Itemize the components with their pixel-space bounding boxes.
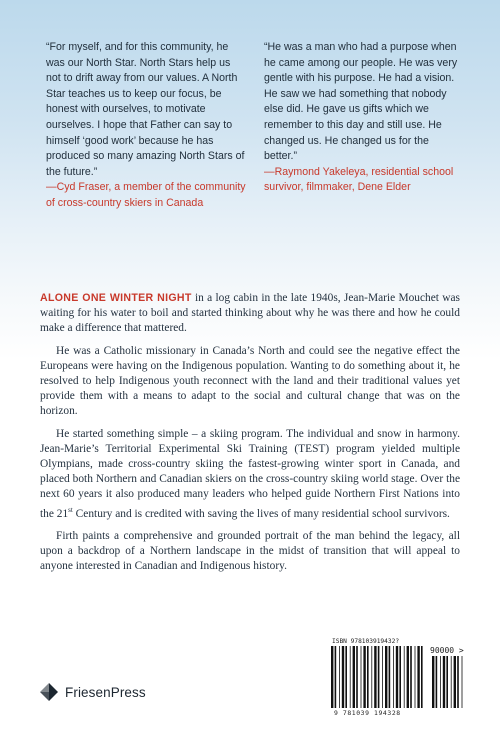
barcode-bar [407,646,409,708]
barcode-bar [417,646,419,708]
barcode-bar [378,646,380,708]
barcode-bar [399,646,401,708]
isbn-barcode [328,636,468,720]
barcode-bar [432,656,434,708]
barcode-bar [410,646,412,708]
barcode-bar [457,656,459,708]
barcode-bar [389,646,391,708]
barcode-bar [415,646,416,708]
barcode-bars [331,646,427,708]
description-paragraph-1 [40,291,460,337]
barcode-bar [440,656,441,708]
publisher-name: FriesenPress [65,684,146,700]
description-paragraph-2: He was a Catholic missionary in Canada’s North and could see the negative effect the Europeans were having on the Indigenous population. Wanting to do something about it, he resolved to help Indigenous youth reconnect with the land and their traditional values yet provide them with a means to adapt to the social and cultural change that was on the horizon. [40,344,460,418]
quote-attribution: —Raymond Yakeleya, residential school survivor, filmmaker, Dene Elder [264,165,454,194]
barcode-bar [345,646,347,708]
barcode-bar [421,646,423,708]
barcode-bar [335,646,337,708]
quote-text: “For myself, and for this community, he was our North Star. North Stars help us not to drift away from our values. A North Star teaches us to keep our focus, be honest with ourselves, to motivate ourselves. I hope that Father can say to himself ‘good work’ because he has produced so many amazing North Stars of the future.” [46,41,245,178]
endorsement-quote-cyd-fraser [46,40,246,212]
barcode-bar [443,656,445,708]
barcode-bar [454,656,456,708]
barcode-bar [462,656,463,708]
quote-text: “He was a man who had a purpose when he came among our people. He was very gentle with his purpose. He had a vision. He saw we had something that nobody else did. He gave us gifts which we remember to this day and still use. He changed us. He changed us for the better.” [264,41,458,163]
quote-attribution: —Cyd Fraser, a member of the community of cross-country skiers in Canada [46,181,246,209]
barcode-bar [446,656,448,708]
barcode-bar [436,656,438,708]
book-description [40,291,460,581]
barcode-bar [393,646,394,708]
ordinal-superscript: st [68,505,73,514]
barcode-bar [356,646,358,708]
barcode-bar [331,646,333,708]
barcode-bar [451,656,452,708]
paragraph-3-part-b: Century and is credited with saving the lives of many residential school survivors. [72,507,450,520]
barcode-bar [382,646,383,708]
barcode-bar [385,646,387,708]
barcode-bar [350,646,351,708]
barcode-bar [367,646,369,708]
lead-in-caps: ALONE ONE WINTER NIGHT [40,292,192,304]
barcode-bar [353,646,355,708]
lead-in-rest: in a log cabin in the late 1940s, Jean-Marie Mouchet was waiting for his water to boil and started thinking about why he was there and how he could make a difference that mattered. [40,292,460,335]
barcode-bar [371,646,372,708]
barcode-digits: 9 781039 194328 [334,709,401,717]
isbn-label: ISBN 978103919432? [332,638,400,645]
friesenpress-logo-icon [40,683,58,701]
publisher-logo [40,683,146,701]
barcode-bar [396,646,398,708]
description-paragraph-4: Firth paints a comprehensive and grounded portrait of the man behind the legacy, all upon a backdrop of a Northern landscape in the midst of transition that will appeal to anyone interested in Canadian and Indigenous history. [40,529,460,573]
barcode-addon-bars [432,656,466,708]
barcode-bar [339,646,340,708]
barcode-bar [342,646,344,708]
barcode-bar [374,646,376,708]
paragraph-3-part-a: He started something simple – a skiing program. The individual and snow in harmony. Jean-Marie’s Territorial Experimental Ski Training (TEST) program yielded multiple Olympians, made cross-country skiing the fastest-growing winter sport in Canada, and placed both Northern and Canadian skiers on the cross-country skiing world stage. Over the next 60 years it also produced many leaders who helped guide Northern First Nations into the 21 [40,427,460,520]
barcode-bar [404,646,405,708]
barcode-bar [363,646,365,708]
barcode-bar [361,646,362,708]
price-code: 90000 > [430,646,464,655]
description-paragraph-3 [40,427,460,522]
endorsement-quote-raymond-yakeleya [264,40,464,196]
